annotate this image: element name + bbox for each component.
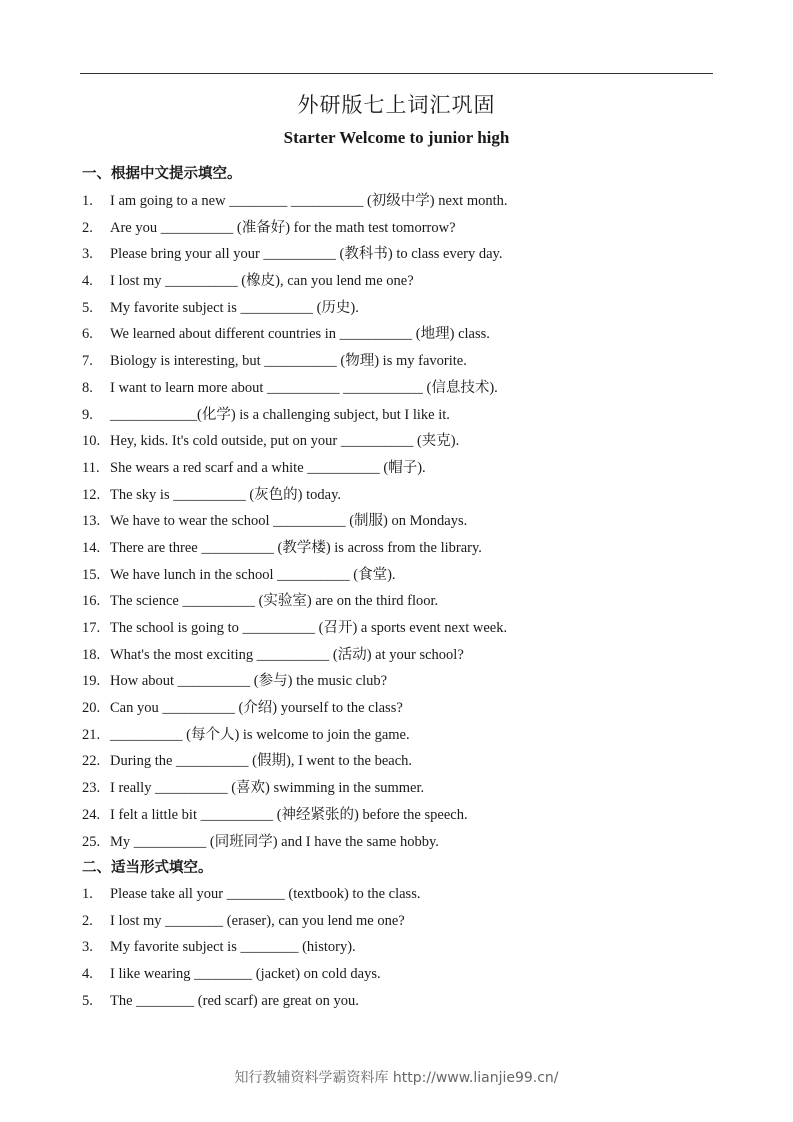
exercise-item	[82, 671, 722, 698]
exercise-item	[82, 618, 722, 645]
header-rule	[80, 73, 713, 74]
exercise-item	[82, 271, 722, 298]
exercise-number: 10.	[82, 433, 101, 450]
footer-text: 知行教辅资料学霸资料库 http://www.lianjie99.cn/	[234, 1070, 559, 1086]
exercise-item	[82, 805, 722, 832]
exercise-text: __________ (每个人) is welcome to join the game.	[110, 726, 410, 743]
exercise-item	[82, 405, 722, 432]
exercise-item	[82, 324, 722, 351]
exercise-text: I lost my __________ (橡皮), can you lend me one?	[110, 273, 414, 290]
exercise-text: Can you __________ (介绍) yourself to the class?	[110, 700, 403, 717]
exercise-text: During the __________ (假期), I went to the beach.	[110, 753, 413, 770]
exercise-text: The school is going to __________ (召开) a sports event next week.	[110, 620, 508, 636]
exercise-text: The sky is __________ (灰色的) today.	[110, 486, 342, 503]
exercise-text: We have to wear the school __________ (制服) on Mondays.	[110, 513, 468, 530]
exercise-number: 3.	[82, 939, 93, 956]
exercise-item	[82, 244, 722, 271]
exercise-text: We have lunch in the school __________ (食堂).	[110, 566, 396, 583]
exercise-text: Biology is interesting, but __________ (物理) is my favorite.	[110, 353, 467, 370]
exercise-text: Please bring your all your __________ (教科书) to class every day.	[110, 246, 503, 263]
exercise-text: My __________ (同班同学) and I have the same hobby.	[110, 833, 439, 850]
exercise-number: 2.	[82, 912, 93, 929]
exercise-text: How about __________ (参与) the music club?	[110, 673, 388, 690]
exercise-item	[82, 911, 722, 938]
exercise-number: 1.	[82, 886, 93, 902]
exercise-text: The ________ (red scarf) are great on you.	[110, 992, 359, 1009]
exercise-text: The science __________ (实验室) are on the third floor.	[110, 593, 439, 610]
exercise-item	[82, 351, 722, 378]
exercise-item	[82, 378, 722, 405]
exercise-number: 13.	[82, 513, 101, 530]
exercise-number: 5.	[82, 299, 93, 316]
exercise-text: Hey, kids. It's cold outside, put on your __________ (夹克).	[110, 433, 460, 450]
exercise-text: My favorite subject is ________ (history).	[110, 939, 356, 956]
exercise-text: I am going to a new ________ __________ (初级中学) next month.	[110, 193, 508, 209]
exercise-text: I lost my ________ (eraser), can you lend me one?	[110, 912, 405, 929]
exercise-number: 22.	[82, 753, 101, 770]
exercise-item	[82, 645, 722, 672]
exercise-number: 9.	[82, 406, 93, 423]
exercise-item	[82, 191, 722, 218]
document-title: 外研版七上词汇巩固	[297, 93, 496, 117]
exercise-number: 3.	[82, 246, 93, 263]
exercise-item	[82, 884, 722, 911]
exercise-number: 24.	[82, 806, 101, 823]
exercise-item	[82, 218, 722, 245]
exercise-text: There are three __________ (教学楼) is across from the library.	[110, 539, 482, 556]
exercise-item	[82, 298, 722, 325]
exercise-number: 15.	[82, 566, 101, 583]
exercise-text: We learned about different countries in __________ (地理) class.	[110, 326, 490, 343]
exercise-text: I want to learn more about __________ ___________ (信息技术).	[110, 379, 498, 396]
exercise-text: Please take all your ________ (textbook) to the class.	[110, 886, 421, 902]
exercise-number: 17.	[82, 620, 101, 636]
exercise-item	[82, 431, 722, 458]
exercise-item	[82, 937, 722, 964]
exercise-item	[82, 698, 722, 725]
exercise-number: 4.	[82, 966, 93, 983]
exercise-item	[82, 565, 722, 592]
section-2-list	[82, 884, 722, 1017]
exercise-item	[82, 591, 722, 618]
exercise-number: 2.	[82, 219, 93, 236]
exercise-number: 23.	[82, 780, 101, 797]
exercise-number: 25.	[82, 833, 101, 850]
exercise-number: 1.	[82, 193, 93, 209]
exercise-text: I felt a little bit __________ (神经紧张的) before the speech.	[110, 806, 468, 823]
document-subtitle: Starter Welcome to junior high	[283, 128, 510, 147]
exercise-text: Are you __________ (准备好) for the math test tomorrow?	[110, 219, 456, 236]
exercise-number: 14.	[82, 539, 101, 556]
section-1-list	[82, 191, 722, 858]
exercise-item	[82, 511, 722, 538]
exercise-text: ____________(化学) is a challenging subject, but I like it.	[110, 406, 450, 423]
exercise-number: 16.	[82, 593, 101, 610]
exercise-number: 12.	[82, 486, 101, 503]
exercise-number: 21.	[82, 726, 101, 743]
exercise-number: 11.	[82, 459, 100, 476]
section-1-heading: 一、根据中文提示填空。	[82, 166, 242, 182]
exercise-text: I really __________ (喜欢) swimming in the summer.	[110, 780, 425, 797]
exercise-number: 4.	[82, 273, 93, 290]
exercise-text: My favorite subject is __________ (历史).	[110, 299, 359, 316]
exercise-item	[82, 778, 722, 805]
exercise-text: I like wearing ________ (jacket) on cold days.	[110, 966, 381, 983]
exercise-number: 20.	[82, 700, 101, 717]
exercise-number: 19.	[82, 673, 101, 690]
exercise-number: 5.	[82, 992, 93, 1009]
exercise-item	[82, 725, 722, 752]
exercise-item	[82, 538, 722, 565]
exercise-item	[82, 751, 722, 778]
exercise-number: 8.	[82, 379, 93, 396]
section-2-heading: 二、适当形式填空。	[82, 860, 213, 876]
exercise-text: What's the most exciting __________ (活动) at your school?	[110, 646, 464, 663]
exercise-item	[82, 964, 722, 991]
exercise-number: 7.	[82, 353, 93, 370]
exercise-item	[82, 485, 722, 512]
exercise-number: 18.	[82, 646, 101, 663]
exercise-number: 6.	[82, 326, 93, 343]
exercise-item	[82, 991, 722, 1018]
exercise-text: She wears a red scarf and a white __________ (帽子).	[110, 459, 426, 476]
exercise-item	[82, 832, 722, 859]
exercise-item	[82, 458, 722, 485]
